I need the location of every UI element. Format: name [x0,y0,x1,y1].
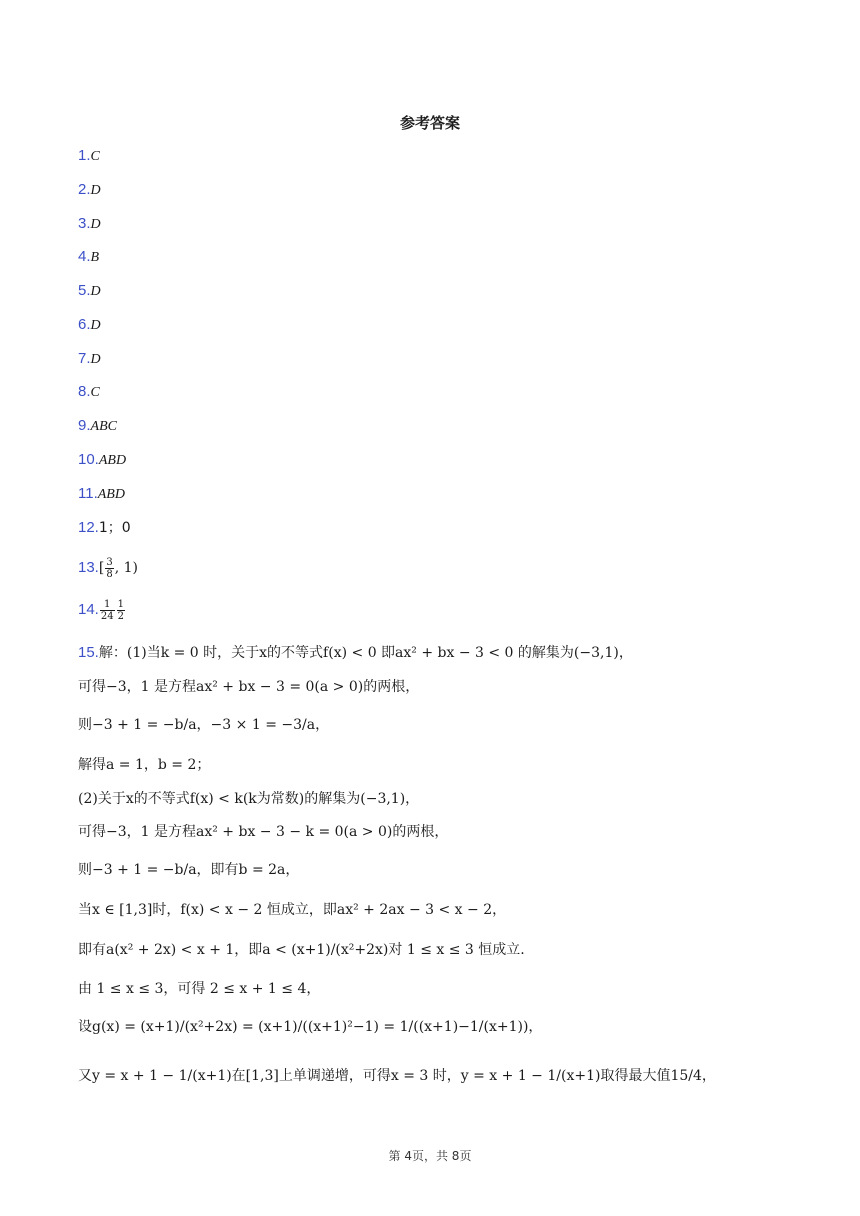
answer-item [78,349,101,369]
answer-value: 1；0 [98,520,131,536]
answer-item [78,450,126,470]
answer-number: 4. [78,248,91,265]
answer-item [78,518,131,538]
answer-value: B [90,250,100,265]
answer-item [78,555,138,581]
answer-fraction: $\frac{1}{24}$ [100,598,114,622]
answer-value: ABC [90,419,117,434]
answer-value: C [90,385,100,400]
answer-number: 5. [78,282,91,299]
answer-number: 12. [78,519,99,536]
answer-number: 9. [78,417,91,434]
solution-line: 设g(x) = (x+1)/(x²+2x) = (x+1)/((x+1)²−1) = 1/((x+1)−1/(x+1))， [78,1019,543,1035]
solution-line: 解得a = 1，b = 2； [78,757,211,773]
answer-value: D [90,352,101,367]
answer-number: 8. [78,383,91,400]
answer-item [78,416,117,436]
answer-item [78,247,99,267]
answer-bracket-close: , 1) [114,560,138,576]
answer-value: C [90,149,100,164]
answer-value: D [90,318,101,333]
answer-value: D [90,284,101,299]
answer-number: 13. [78,559,99,576]
solution-line: 当x ∈ [1,3]时，f(x) < x − 2 恒成立，即ax² + 2ax − 3 < x − 2， [78,902,507,918]
answer-item [78,180,101,200]
answer-item [78,597,126,623]
answer-number: 11. [78,485,98,502]
answer-number: 6. [78,316,91,333]
solution-line: 15.解：(1)当k = 0 时，关于x的不等式f(x) < 0 即ax² + bx − 3 < 0 的解集为(−3,1)， [78,644,633,661]
answer-fraction: $\frac{3}{8}$ [106,556,113,580]
solution-line: (2)关于x的不等式f(x) < k(k为常数)的解集为(−3,1)， [78,791,420,807]
solution-line: 则−3 + 1 = −b/a，即有b = 2a， [78,862,300,878]
answer-value: ABD [98,453,127,468]
page-title: 参考答案 [399,114,460,132]
solution-line: 即有a(x² + 2x) < x + 1，即a < (x+1)/(x²+2x)对 1 ≤ x ≤ 3 恒成立. [78,942,525,958]
solution-line: 则−3 + 1 = −b/a，−3 × 1 = −3/a， [78,717,330,733]
answer-number: 15. [78,644,99,661]
answer-item [78,146,100,166]
page-footer: 第 4页，共 8页 [388,1149,472,1163]
solution-line: 可得−3，1 是方程ax² + bx − 3 − k = 0(a > 0)的两根， [78,824,449,840]
answer-number: 14. [78,601,99,618]
answer-number: 2. [78,181,91,198]
answer-item [78,315,101,335]
solution-line: 可得−3，1 是方程ax² + bx − 3 = 0(a > 0)的两根， [78,679,420,695]
answer-item [78,382,100,402]
answer-number: 3. [78,215,91,232]
solution-line: 又y = x + 1 − 1/(x+1)在[1,3]上单调递增，可得x = 3 时，y = x + 1 − 1/(x+1)取得最大值15/4， [78,1068,716,1084]
answer-fraction: $\frac{1}{2}$ [117,598,124,622]
answer-number: 1. [78,147,91,164]
answer-item [78,484,125,504]
answer-item [78,281,101,301]
answer-number: 10. [78,451,99,468]
answer-value: ABD [97,487,125,502]
answer-number: 7. [78,350,91,367]
answer-item [78,214,101,234]
answer-value: D [90,217,101,232]
answer-bracket-open: [ [98,560,105,576]
solution-line: 由 1 ≤ x ≤ 3，可得 2 ≤ x + 1 ≤ 4， [78,981,321,997]
answer-value: D [90,183,101,198]
